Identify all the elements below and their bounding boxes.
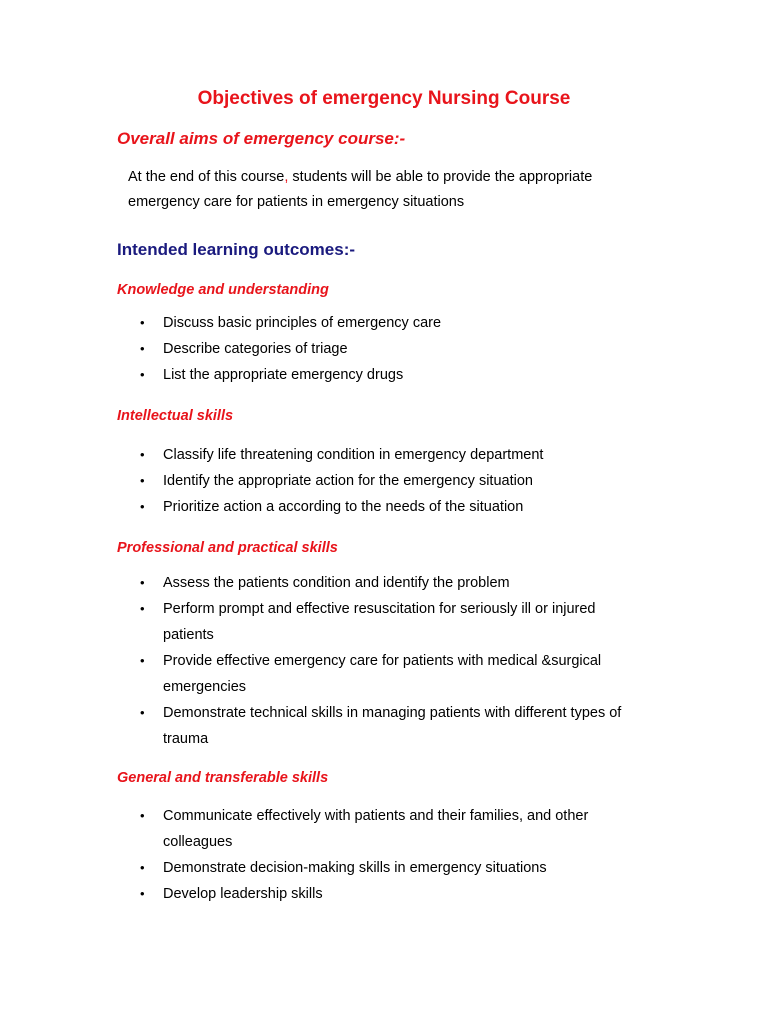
- list-item: [0, 336, 643, 362]
- intellectual-list: [0, 442, 768, 520]
- bullet-icon: •: [140, 315, 145, 330]
- bullet-icon: •: [140, 808, 145, 823]
- aims-comma: ,: [284, 169, 289, 185]
- bullet-icon: •: [140, 575, 145, 590]
- list-item-text: Identify the appropriate action for the emergency situation: [163, 473, 533, 489]
- aims-heading: Overall aims of emergency course:-: [117, 129, 406, 148]
- bullet-icon: •: [140, 601, 145, 616]
- list-item: [0, 803, 643, 855]
- bullet-icon: •: [140, 886, 145, 901]
- page-title: Objectives of emergency Nursing Course: [197, 88, 571, 109]
- list-item-text: Prioritize action a according to the needs of the situation: [163, 499, 524, 515]
- list-item: [0, 442, 643, 468]
- knowledge-list: [0, 310, 768, 388]
- aims-text-part2: students will be able to provide the appropriate emergency care for patients in emergency situations: [128, 169, 593, 210]
- general-list: [0, 803, 768, 907]
- bullet-icon: •: [140, 341, 145, 356]
- bullet-icon: •: [140, 705, 145, 720]
- list-item: [0, 596, 643, 648]
- bullet-icon: •: [140, 499, 145, 514]
- list-item-text: Develop leadership skills: [163, 886, 323, 902]
- list-item: [0, 494, 643, 520]
- list-item: [0, 570, 643, 596]
- list-item-text: Communicate effectively with patients and their families, and other colleagues: [163, 808, 589, 850]
- list-item-text: Demonstrate decision-making skills in emergency situations: [163, 860, 547, 876]
- list-item-text: Assess the patients condition and identify the problem: [163, 575, 510, 591]
- list-item: [0, 310, 643, 336]
- section-heading-knowledge: Knowledge and understanding: [117, 282, 329, 298]
- list-item: [0, 362, 643, 388]
- list-item-text: Provide effective emergency care for patients with medical &surgical emergencies: [163, 653, 602, 695]
- learning-outcomes-heading: Intended learning outcomes:-: [117, 240, 356, 259]
- list-item: [0, 648, 643, 700]
- list-item: [0, 468, 643, 494]
- list-item: [0, 855, 643, 881]
- list-item-text: Discuss basic principles of emergency care: [163, 315, 442, 331]
- professional-list: [0, 570, 768, 752]
- section-heading-intellectual: Intellectual skills: [117, 408, 234, 424]
- list-item-text: Perform prompt and effective resuscitation for seriously ill or injured patients: [163, 601, 596, 643]
- bullet-icon: •: [140, 653, 145, 668]
- list-item-text: Classify life threatening condition in emergency department: [163, 447, 544, 463]
- section-heading-professional: Professional and practical skills: [117, 540, 338, 556]
- list-item: [0, 700, 643, 752]
- aims-paragraph: [128, 165, 668, 215]
- list-item-text: List the appropriate emergency drugs: [163, 367, 404, 383]
- bullet-icon: •: [140, 473, 145, 488]
- bullet-icon: •: [140, 367, 145, 382]
- list-item: [0, 881, 643, 907]
- bullet-icon: •: [140, 860, 145, 875]
- list-item-text: Describe categories of triage: [163, 341, 348, 357]
- bullet-icon: •: [140, 447, 145, 462]
- section-heading-general: General and transferable skills: [117, 770, 329, 786]
- aims-text-part1: At the end of this course: [128, 169, 285, 185]
- list-item-text: Demonstrate technical skills in managing patients with different types of trauma: [163, 705, 622, 747]
